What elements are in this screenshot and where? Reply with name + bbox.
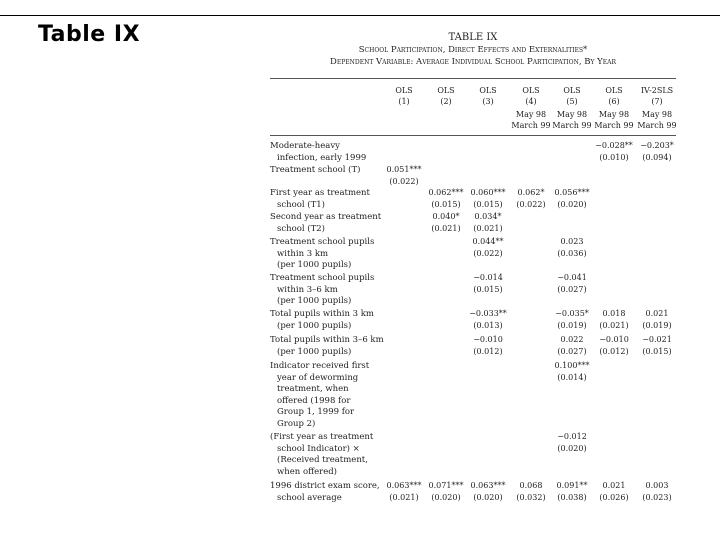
top-rule	[0, 15, 720, 16]
column-header-number: (4)	[525, 97, 537, 106]
std-error-cell: (0.015)	[473, 199, 503, 209]
slide-title: Table IX	[38, 22, 141, 47]
std-error-cell: (0.012)	[473, 346, 503, 356]
column-header-number: (2)	[440, 97, 452, 106]
coefficient-cell: −0.010	[599, 335, 629, 344]
column-header-sample2: March 99	[637, 121, 677, 130]
table-header-rule	[270, 135, 676, 136]
std-error-cell: (0.020)	[557, 199, 587, 209]
std-error-cell: (0.023)	[642, 492, 672, 502]
column-header-number: (3)	[482, 97, 494, 106]
coefficient-cell: 0.040*	[432, 212, 460, 221]
std-error-cell: (0.020)	[473, 492, 503, 502]
column-header-number: (7)	[651, 97, 663, 106]
std-error-cell: (0.027)	[557, 346, 587, 356]
row-label: (per 1000 pupils)	[277, 320, 352, 331]
row-label: school Indicator) ×	[277, 443, 360, 454]
row-label: within 3 km	[277, 248, 329, 259]
coefficient-cell: 0.021	[602, 481, 626, 490]
table-subtitle-1: School Participation, Direct Effects and Externalities*	[358, 45, 588, 55]
column-header-method: OLS	[522, 86, 540, 95]
coefficient-cell: −0.012	[557, 432, 587, 441]
row-label: (First year as treatment	[270, 432, 374, 442]
std-error-cell: (0.021)	[389, 492, 419, 502]
row-label: school (T1)	[277, 199, 325, 210]
coefficient-cell: 0.021	[645, 309, 669, 318]
coefficient-cell: 0.056***	[554, 188, 590, 197]
coefficient-cell: 0.003	[645, 481, 669, 490]
column-header-number: (5)	[566, 97, 578, 106]
coefficient-cell: 0.051***	[386, 165, 422, 174]
row-label: Treatment school pupils	[270, 237, 375, 247]
coefficient-cell: 0.062***	[428, 188, 464, 197]
coefficient-cell: −0.041	[557, 273, 587, 282]
std-error-cell: (0.010)	[599, 152, 629, 162]
std-error-cell: (0.019)	[557, 320, 587, 330]
column-header-number: (6)	[608, 97, 620, 106]
coefficient-cell: 0.062*	[517, 188, 545, 197]
column-header-method: OLS	[395, 86, 413, 95]
coefficient-cell: 0.060***	[470, 188, 506, 197]
coefficient-cell: −0.021	[642, 335, 672, 344]
std-error-cell: (0.015)	[473, 284, 503, 294]
column-header-number: (1)	[398, 97, 410, 106]
column-header-method: IV-2SLS	[640, 86, 674, 95]
coefficient-cell: 0.018	[602, 309, 626, 318]
row-label: Total pupils within 3 km	[270, 309, 374, 319]
table-subtitle-2: Dependent Variable: Average Individual School Participation, By Year	[330, 57, 616, 67]
std-error-cell: (0.013)	[473, 320, 503, 330]
row-label: Total pupils within 3–6 km	[270, 335, 384, 345]
column-header-method: OLS	[563, 86, 581, 95]
coefficient-cell: 0.044**	[472, 237, 504, 246]
std-error-cell: (0.022)	[516, 199, 546, 209]
column-header-sample2: March 99	[552, 121, 592, 130]
column-header-method: OLS	[479, 86, 497, 95]
row-label: (Received treatment,	[277, 455, 368, 465]
column-header-sample1: May 98	[641, 110, 673, 119]
coefficient-cell: 0.100***	[554, 361, 590, 370]
std-error-cell: (0.026)	[599, 492, 629, 502]
row-label: (per 1000 pupils)	[277, 296, 352, 306]
table-top-rule	[270, 78, 676, 79]
coefficient-cell: 0.034*	[474, 212, 502, 221]
column-header-method: OLS	[437, 86, 455, 95]
row-label: (per 1000 pupils)	[277, 346, 352, 357]
coefficient-cell: 0.063***	[386, 481, 422, 490]
std-error-cell: (0.014)	[557, 372, 587, 382]
std-error-cell: (0.015)	[431, 199, 461, 209]
row-label: year of deworming	[277, 372, 359, 383]
row-label: within 3–6 km	[277, 284, 338, 295]
column-header-sample1: May 98	[515, 110, 547, 119]
row-label: school (T2)	[277, 223, 325, 234]
std-error-cell: (0.036)	[557, 248, 587, 258]
coefficient-cell: −0.010	[473, 335, 503, 344]
std-error-cell: (0.019)	[642, 320, 672, 330]
coefficient-cell: 0.091**	[556, 481, 588, 490]
row-label: Group 2)	[277, 418, 316, 429]
std-error-cell: (0.015)	[642, 346, 672, 356]
std-error-cell: (0.094)	[642, 152, 672, 162]
std-error-cell: (0.021)	[431, 223, 461, 233]
coefficient-cell: −0.203*	[640, 141, 674, 150]
row-label: 1996 district exam score,	[270, 481, 380, 491]
std-error-cell: (0.022)	[473, 248, 503, 258]
std-error-cell: (0.021)	[599, 320, 629, 330]
std-error-cell: (0.038)	[557, 492, 587, 502]
coefficient-cell: −0.014	[473, 273, 503, 282]
coefficient-cell: 0.023	[560, 237, 584, 246]
std-error-cell: (0.027)	[557, 284, 587, 294]
table-title: TABLE IX	[448, 32, 498, 43]
row-label: First year as treatment	[270, 188, 370, 198]
coefficient-cell: 0.071***	[428, 481, 464, 490]
column-header-sample1: May 98	[598, 110, 630, 119]
column-header-sample1: May 98	[556, 110, 588, 119]
coefficient-cell: 0.063***	[470, 481, 506, 490]
row-label: Moderate-heavy	[270, 141, 340, 151]
std-error-cell: (0.021)	[473, 223, 503, 233]
std-error-cell: (0.022)	[389, 176, 419, 186]
row-label: Indicator received first	[270, 361, 370, 371]
row-label: Group 1, 1999 for	[277, 407, 355, 417]
coefficient-cell: 0.068	[519, 481, 543, 490]
coefficient-cell: −0.033**	[469, 309, 507, 318]
coefficient-cell: −0.035*	[555, 309, 589, 318]
coefficient-cell: −0.028**	[595, 141, 633, 150]
column-header-method: OLS	[605, 86, 623, 95]
row-label: Treatment school pupils	[270, 273, 375, 283]
row-label: offered (1998 for	[277, 395, 351, 406]
column-header-sample2: March 99	[594, 121, 634, 130]
row-label: infection, early 1999	[277, 152, 367, 163]
std-error-cell: (0.012)	[599, 346, 629, 356]
row-label: Second year as treatment	[270, 212, 382, 222]
row-label: school average	[277, 492, 342, 503]
row-label: Treatment school (T)	[270, 165, 361, 175]
row-label: when offered)	[277, 466, 337, 477]
std-error-cell: (0.020)	[431, 492, 461, 502]
std-error-cell: (0.032)	[516, 492, 546, 502]
row-label: (per 1000 pupils)	[277, 260, 352, 270]
column-header-sample2: March 99	[511, 121, 551, 130]
std-error-cell: (0.020)	[557, 443, 587, 453]
row-label: treatment, when	[277, 384, 349, 394]
coefficient-cell: 0.022	[560, 335, 584, 344]
